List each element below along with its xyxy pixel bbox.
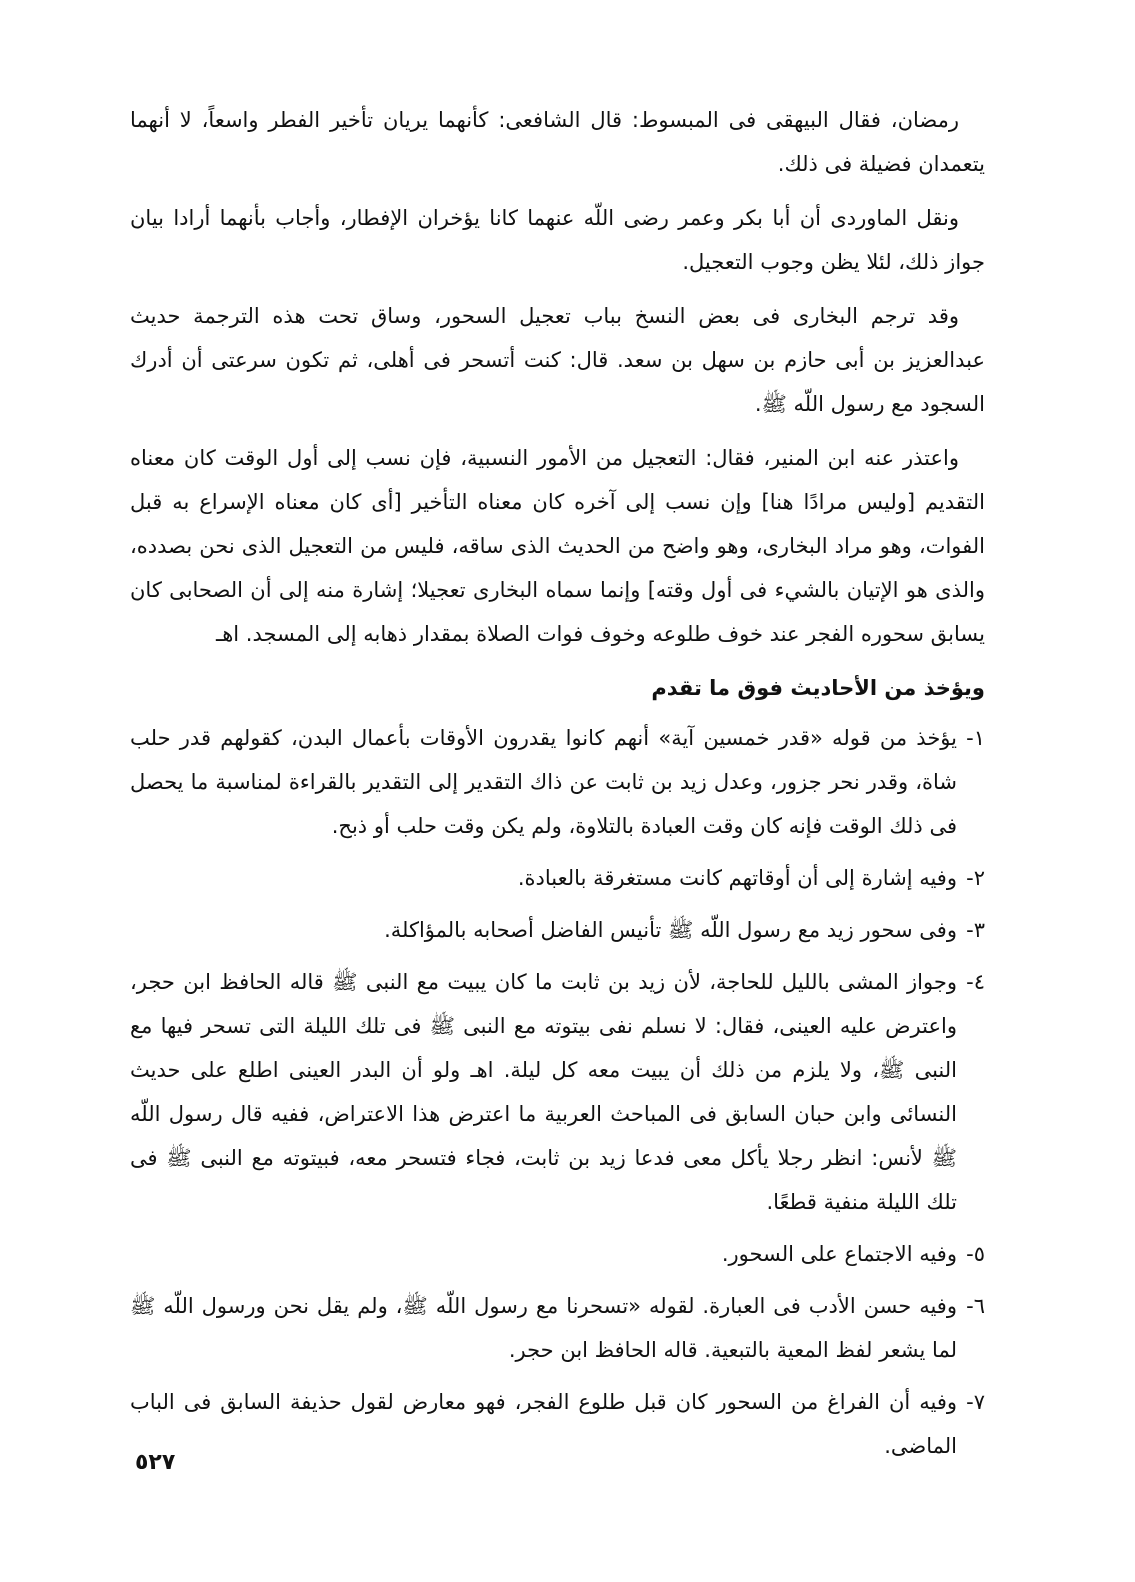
list-item <box>130 908 985 952</box>
list-item-text: وجواز المشى بالليل للحاجة، لأن زيد بن ثابت ما كان يبيت مع النبى ﷺ قاله الحافظ ابن حجر، واعترض عليه العينى، فقال: لا نسلم نفى بيتوته مع النبى ﷺ فى تلك الليلة التى تسحر فيها مع النبى ﷺ، ولا يلزم من ذلك أن يبيت معه كل ليلة. اهـ ولو أن البدر العينى اطلع على حديث النسائى وابن حبان السابق فى المباحث العربية ما اعترض هذا الاعتراض، ففيه قال رسول اللّه ﷺ لأنس: انظر رجلا يأكل معى فدعا زيد بن ثابت، فجاء فتسحر معه، فبيتوته مع النبى ﷺ فى تلك الليلة منفية قطعًا. <box>130 970 957 1214</box>
list-item <box>130 1380 985 1468</box>
page-body <box>130 98 985 1476</box>
list-item-number: ٤- <box>966 970 985 994</box>
list-item-number: ٣- <box>966 918 985 942</box>
list-item-number: ٦- <box>966 1294 985 1318</box>
paragraph-4: واعتذر عنه ابن المنير، فقال: التعجيل من الأمور النسبية، فإن نسب إلى أول الوقت كان معناه التقديم [وليس مرادًا هنا] وإن نسب إلى آخره كان معناه التأخير [أى كان معناه الإسراع به قبل الفوات، وهو مراد البخارى، وهو واضح من الحديث الذى ساقه، فليس من التعجيل الذى نحن بصدده، والذى هو الإتيان بالشيء فى أول وقته] وإنما سماه البخارى تعجيلا؛ إشارة منه إلى أن الصحابى كان يسابق سحوره الفجر عند خوف طلوعه وخوف فوات الصلاة بمقدار ذهابه إلى المسجد. اهـ <box>130 446 985 646</box>
list-item-text: يؤخذ من قوله «قدر خمسين آية» أنهم كانوا يقدرون الأوقات بأعمال البدن، كقولهم قدر حلب شاة، وقدر نحر جزور، وعدل زيد بن ثابت عن ذاك التقدير إلى التقدير بالقراءة لمناسبة ما يحصل فى ذلك الوقت فإنه كان وقت العبادة بالتلاوة، ولم يكن وقت حلب أو ذبح. <box>130 726 957 838</box>
list-item <box>130 1284 985 1372</box>
section-heading: ويؤخذ من الأحاديث فوق ما تقدم <box>651 676 985 700</box>
list-item-number: ٧- <box>966 1390 985 1414</box>
list-item-text: وفيه أن الفراغ من السحور كان قبل طلوع الفجر، فهو معارض لقول حذيفة السابق فى الباب الماضى. <box>130 1390 957 1458</box>
list-item-number: ١- <box>966 726 985 750</box>
list-item-number: ٢- <box>966 866 985 890</box>
list-item-text: وفيه الاجتماع على السحور. <box>721 1242 957 1266</box>
list-item <box>130 960 985 1224</box>
page-number: ٥٢٧ <box>135 1450 176 1475</box>
list-item-text: وفيه إشارة إلى أن أوقاتهم كانت مستغرقة بالعبادة. <box>517 866 957 890</box>
list-item <box>130 716 985 848</box>
list-item-text: وفى سحور زيد مع رسول اللّه ﷺ تأنيس الفاضل أصحابه بالمؤاكلة. <box>384 918 957 942</box>
list-item-text: وفيه حسن الأدب فى العبارة. لقوله «تسحرنا مع رسول اللّه ﷺ، ولم يقل نحن ورسول اللّه ﷺ لما يشعر لفظ المعية بالتبعية. قاله الحافظ ابن حجر. <box>130 1294 957 1362</box>
paragraph-1: رمضان، فقال البيهقى فى المبسوط: قال الشافعى: كأنهما يريان تأخير الفطر واسعاً، لا أنهما يتعمدان فضيلة فى ذلك. <box>130 108 985 176</box>
list-item <box>130 856 985 900</box>
list-item <box>130 1232 985 1276</box>
paragraph-2: ونقل الماوردى أن أبا بكر وعمر رضى اللّه عنهما كانا يؤخران الإفطار، وأجاب بأنهما أرادا بيان جواز ذلك، لئلا يظن وجوب التعجيل. <box>130 206 985 274</box>
paragraph-3: وقد ترجم البخارى فى بعض النسخ بباب تعجيل السحور، وساق تحت هذه الترجمة حديث عبدالعزيز بن أبى حازم بن سهل بن سعد. قال: كنت أتسحر فى أهلى، ثم تكون سرعتى أن أدرك السجود مع رسول اللّه ﷺ. <box>130 304 985 416</box>
list-item-number: ٥- <box>966 1242 985 1266</box>
benefits-list <box>130 716 985 1468</box>
